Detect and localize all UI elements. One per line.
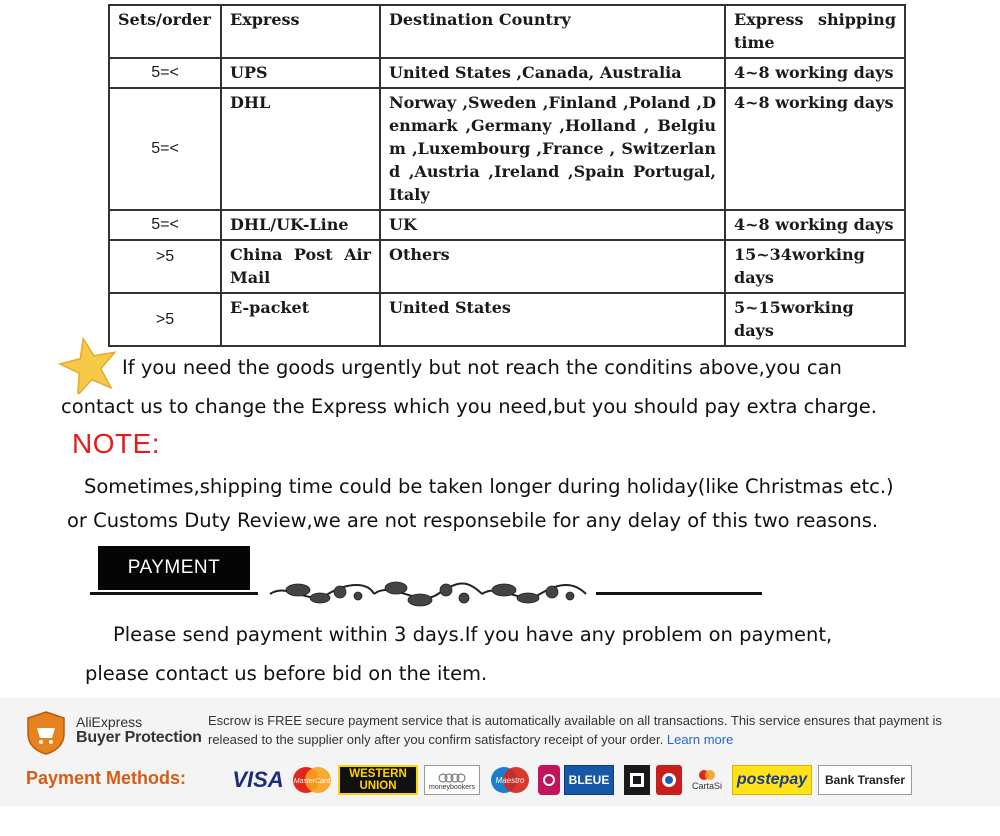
note-line2: or Customs Duty Review,we are not responsebile for any delay of this two reasons. bbox=[67, 509, 879, 532]
cell-sets: >5 bbox=[109, 293, 221, 346]
table-header-row bbox=[109, 5, 905, 58]
cb-symbol-icon bbox=[659, 770, 679, 790]
cell-destination: United States ,Canada, Australia bbox=[380, 58, 725, 88]
aliexpress-buyer-protection bbox=[76, 714, 202, 746]
cell-time: 4~8 working days bbox=[725, 58, 905, 88]
payment-methods-label: Payment Methods: bbox=[26, 768, 187, 788]
cartasi-text: CartaSi bbox=[691, 781, 722, 791]
star-icon bbox=[58, 336, 120, 394]
cell-destination: Others bbox=[380, 240, 725, 293]
cell-sets: 5=< bbox=[109, 210, 221, 240]
buyer-protection-shield-icon bbox=[24, 710, 68, 756]
shipping-table bbox=[108, 4, 906, 347]
note-title: NOTE: bbox=[72, 428, 161, 459]
mastercard-logo bbox=[290, 765, 334, 795]
maestro-logo bbox=[488, 765, 532, 795]
header-sets-order: Sets/order bbox=[109, 5, 221, 58]
cell-sets: >5 bbox=[109, 240, 221, 293]
cell-sets: 5=< bbox=[109, 88, 221, 210]
divider-left bbox=[90, 592, 258, 595]
cell-destination: United States bbox=[380, 293, 725, 346]
moneybookers-logo bbox=[424, 765, 480, 795]
learn-more-link[interactable]: Learn more bbox=[666, 732, 734, 747]
payment-banner: PAYMENT bbox=[98, 546, 250, 590]
table-row bbox=[109, 293, 905, 346]
cell-sets: 5=< bbox=[109, 58, 221, 88]
cell-time: 4~8 working days bbox=[725, 210, 905, 240]
header-express: Express bbox=[221, 5, 380, 58]
aliexpress-brand: AliExpress bbox=[76, 714, 143, 730]
cartasi-logo bbox=[686, 765, 728, 795]
header-shipping-time: Express shipping time bbox=[725, 5, 905, 58]
cell-express: UPS bbox=[221, 58, 380, 88]
cell-express: DHL bbox=[221, 88, 380, 210]
cell-destination: Norway ,Sweden ,Finland ,Poland ,Denmark ,Germany ,Holland , Belgium ,Luxembourg ,France , Switzerland ,Austria ,Ireland ,Spain Portugal, Italy bbox=[380, 88, 725, 210]
table-row bbox=[109, 58, 905, 88]
bank-transfer-logo: Bank Transfer bbox=[818, 765, 912, 795]
escrow-text: Escrow is FREE secure payment service that is automatically available on all transactions. This service ensures that payment is released to the supplier only after you confirm satisfactory receipt of your order. bbox=[208, 713, 942, 747]
ebank-symbol-icon bbox=[627, 770, 647, 790]
western-union-line1: WESTERN bbox=[349, 768, 407, 780]
floral-ornament-icon bbox=[268, 576, 588, 612]
moneybookers-text: moneybookers bbox=[429, 783, 475, 791]
maestro-text: Maestro bbox=[495, 776, 525, 785]
card-logo-icon bbox=[538, 765, 560, 795]
table-row bbox=[109, 88, 905, 210]
table-row bbox=[109, 210, 905, 240]
buyer-protection-label: Buyer Protection bbox=[76, 729, 202, 746]
payment-line1: Please send payment within 3 days.If you have any problem on payment, bbox=[113, 623, 833, 646]
urgent-notice-line1: If you need the goods urgently but not reach the conditins above,you can bbox=[122, 356, 842, 379]
western-union-logo bbox=[338, 765, 418, 795]
moneybookers-waves-icon bbox=[437, 770, 467, 784]
mastercard-text: MasterCard bbox=[293, 778, 331, 785]
cell-time: 4~8 working days bbox=[725, 88, 905, 210]
cell-express: DHL/UK-Line bbox=[221, 210, 380, 240]
card-ring-icon bbox=[542, 773, 556, 787]
divider-right bbox=[596, 592, 762, 595]
cb-logo-icon bbox=[656, 765, 682, 795]
visa-logo: VISA bbox=[232, 767, 284, 792]
cartasi-symbol-icon bbox=[698, 769, 716, 781]
cell-express: E-packet bbox=[221, 293, 380, 346]
payment-line2: please contact us before bid on the item. bbox=[85, 662, 488, 685]
postepay-logo: postepay bbox=[732, 765, 812, 795]
cell-time: 5~15working days bbox=[725, 293, 905, 346]
escrow-description bbox=[208, 711, 988, 749]
ebank-logo-icon bbox=[624, 765, 650, 795]
note-line1: Sometimes,shipping time could be taken longer during holiday(like Christmas etc.) bbox=[84, 475, 894, 498]
urgent-notice-line2: contact us to change the Express which you need,but you should pay extra charge. bbox=[61, 395, 877, 418]
western-union-line2: UNION bbox=[359, 780, 397, 792]
table-row bbox=[109, 240, 905, 293]
header-destination: Destination Country bbox=[380, 5, 725, 58]
cell-destination: UK bbox=[380, 210, 725, 240]
cell-time: 15~34working days bbox=[725, 240, 905, 293]
carte-bleue-logo: BLEUE bbox=[564, 765, 614, 795]
cell-express: China Post Air Mail bbox=[221, 240, 380, 293]
